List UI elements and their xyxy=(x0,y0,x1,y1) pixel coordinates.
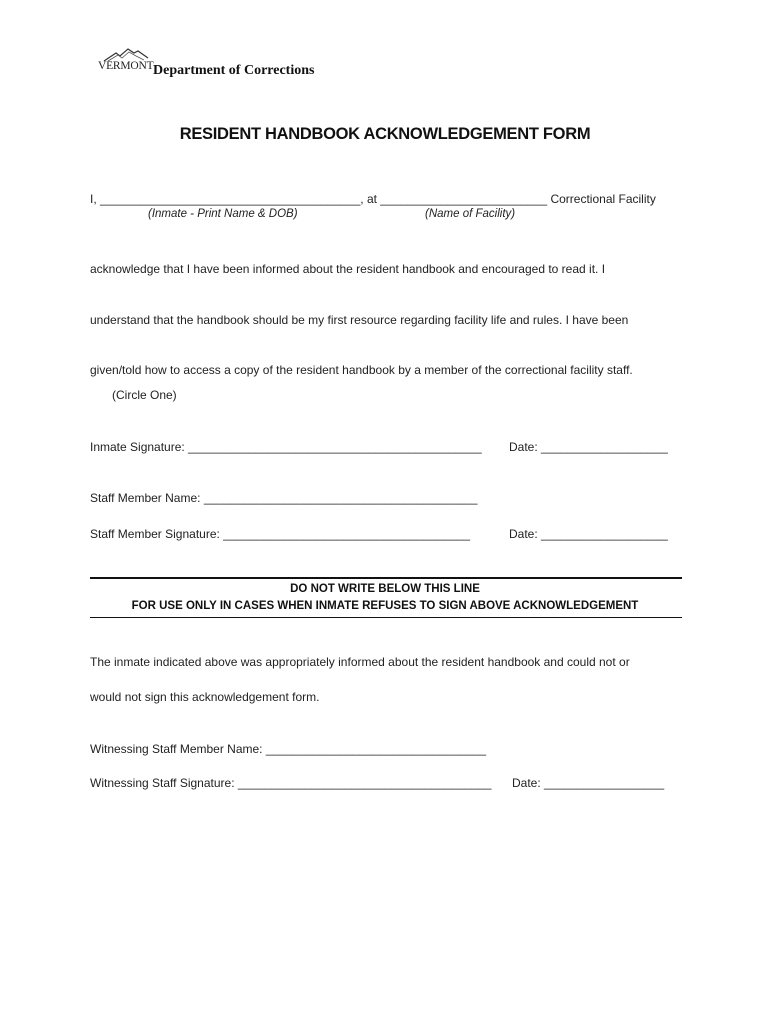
refusal-box-line-1: DO NOT WRITE BELOW THIS LINE xyxy=(290,583,480,595)
inmate-name-hint: (Inmate - Print Name & DOB) xyxy=(148,208,298,220)
staff-name-field: Staff Member Name: _________________________________________ xyxy=(90,491,478,505)
paragraph-line-3: given/told how to access a copy of the resident handbook by a member of the correctional facility staff. xyxy=(90,363,633,377)
refusal-line-1: The inmate indicated above was appropriately informed about the resident handbook and could not or xyxy=(90,655,630,669)
facility-name-hint: (Name of Facility) xyxy=(425,208,516,220)
intro-line: I, _______________________________________, at _________________________ Correctional Facility xyxy=(90,192,656,206)
department-name: Department of Corrections xyxy=(153,63,315,78)
refusal-box-line-2: FOR USE ONLY IN CASES WHEN INMATE REFUSES TO SIGN ABOVE ACKNOWLEDGEMENT xyxy=(131,600,639,612)
divider-top xyxy=(90,577,682,579)
circle-one-note: (Circle One) xyxy=(112,388,177,402)
staff-date-field: Date: ___________________ xyxy=(509,527,668,541)
divider-bottom xyxy=(90,617,682,618)
witness-name-field: Witnessing Staff Member Name: _________________________________ xyxy=(90,742,487,756)
witness-date-field: Date: __________________ xyxy=(512,776,665,790)
vermont-mountain-logo-icon xyxy=(98,46,154,80)
inmate-signature-field: Inmate Signature: ____________________________________________ xyxy=(90,440,482,454)
letterhead xyxy=(98,46,358,82)
staff-signature-field: Staff Member Signature: _____________________________________ xyxy=(90,527,471,541)
page-title: RESIDENT HANDBOOK ACKNOWLEDGEMENT FORM xyxy=(179,125,591,143)
paragraph-line-2: understand that the handbook should be my first resource regarding facility life and rules. I have been xyxy=(90,313,629,327)
logo-text: VERMONT xyxy=(98,60,154,72)
refusal-line-2: would not sign this acknowledgement form. xyxy=(90,690,320,704)
witness-signature-field: Witnessing Staff Signature: ______________________________________ xyxy=(90,776,492,790)
paragraph-line-1: acknowledge that I have been informed about the resident handbook and encouraged to read it. I xyxy=(90,262,606,276)
inmate-date-field: Date: ___________________ xyxy=(509,440,668,454)
